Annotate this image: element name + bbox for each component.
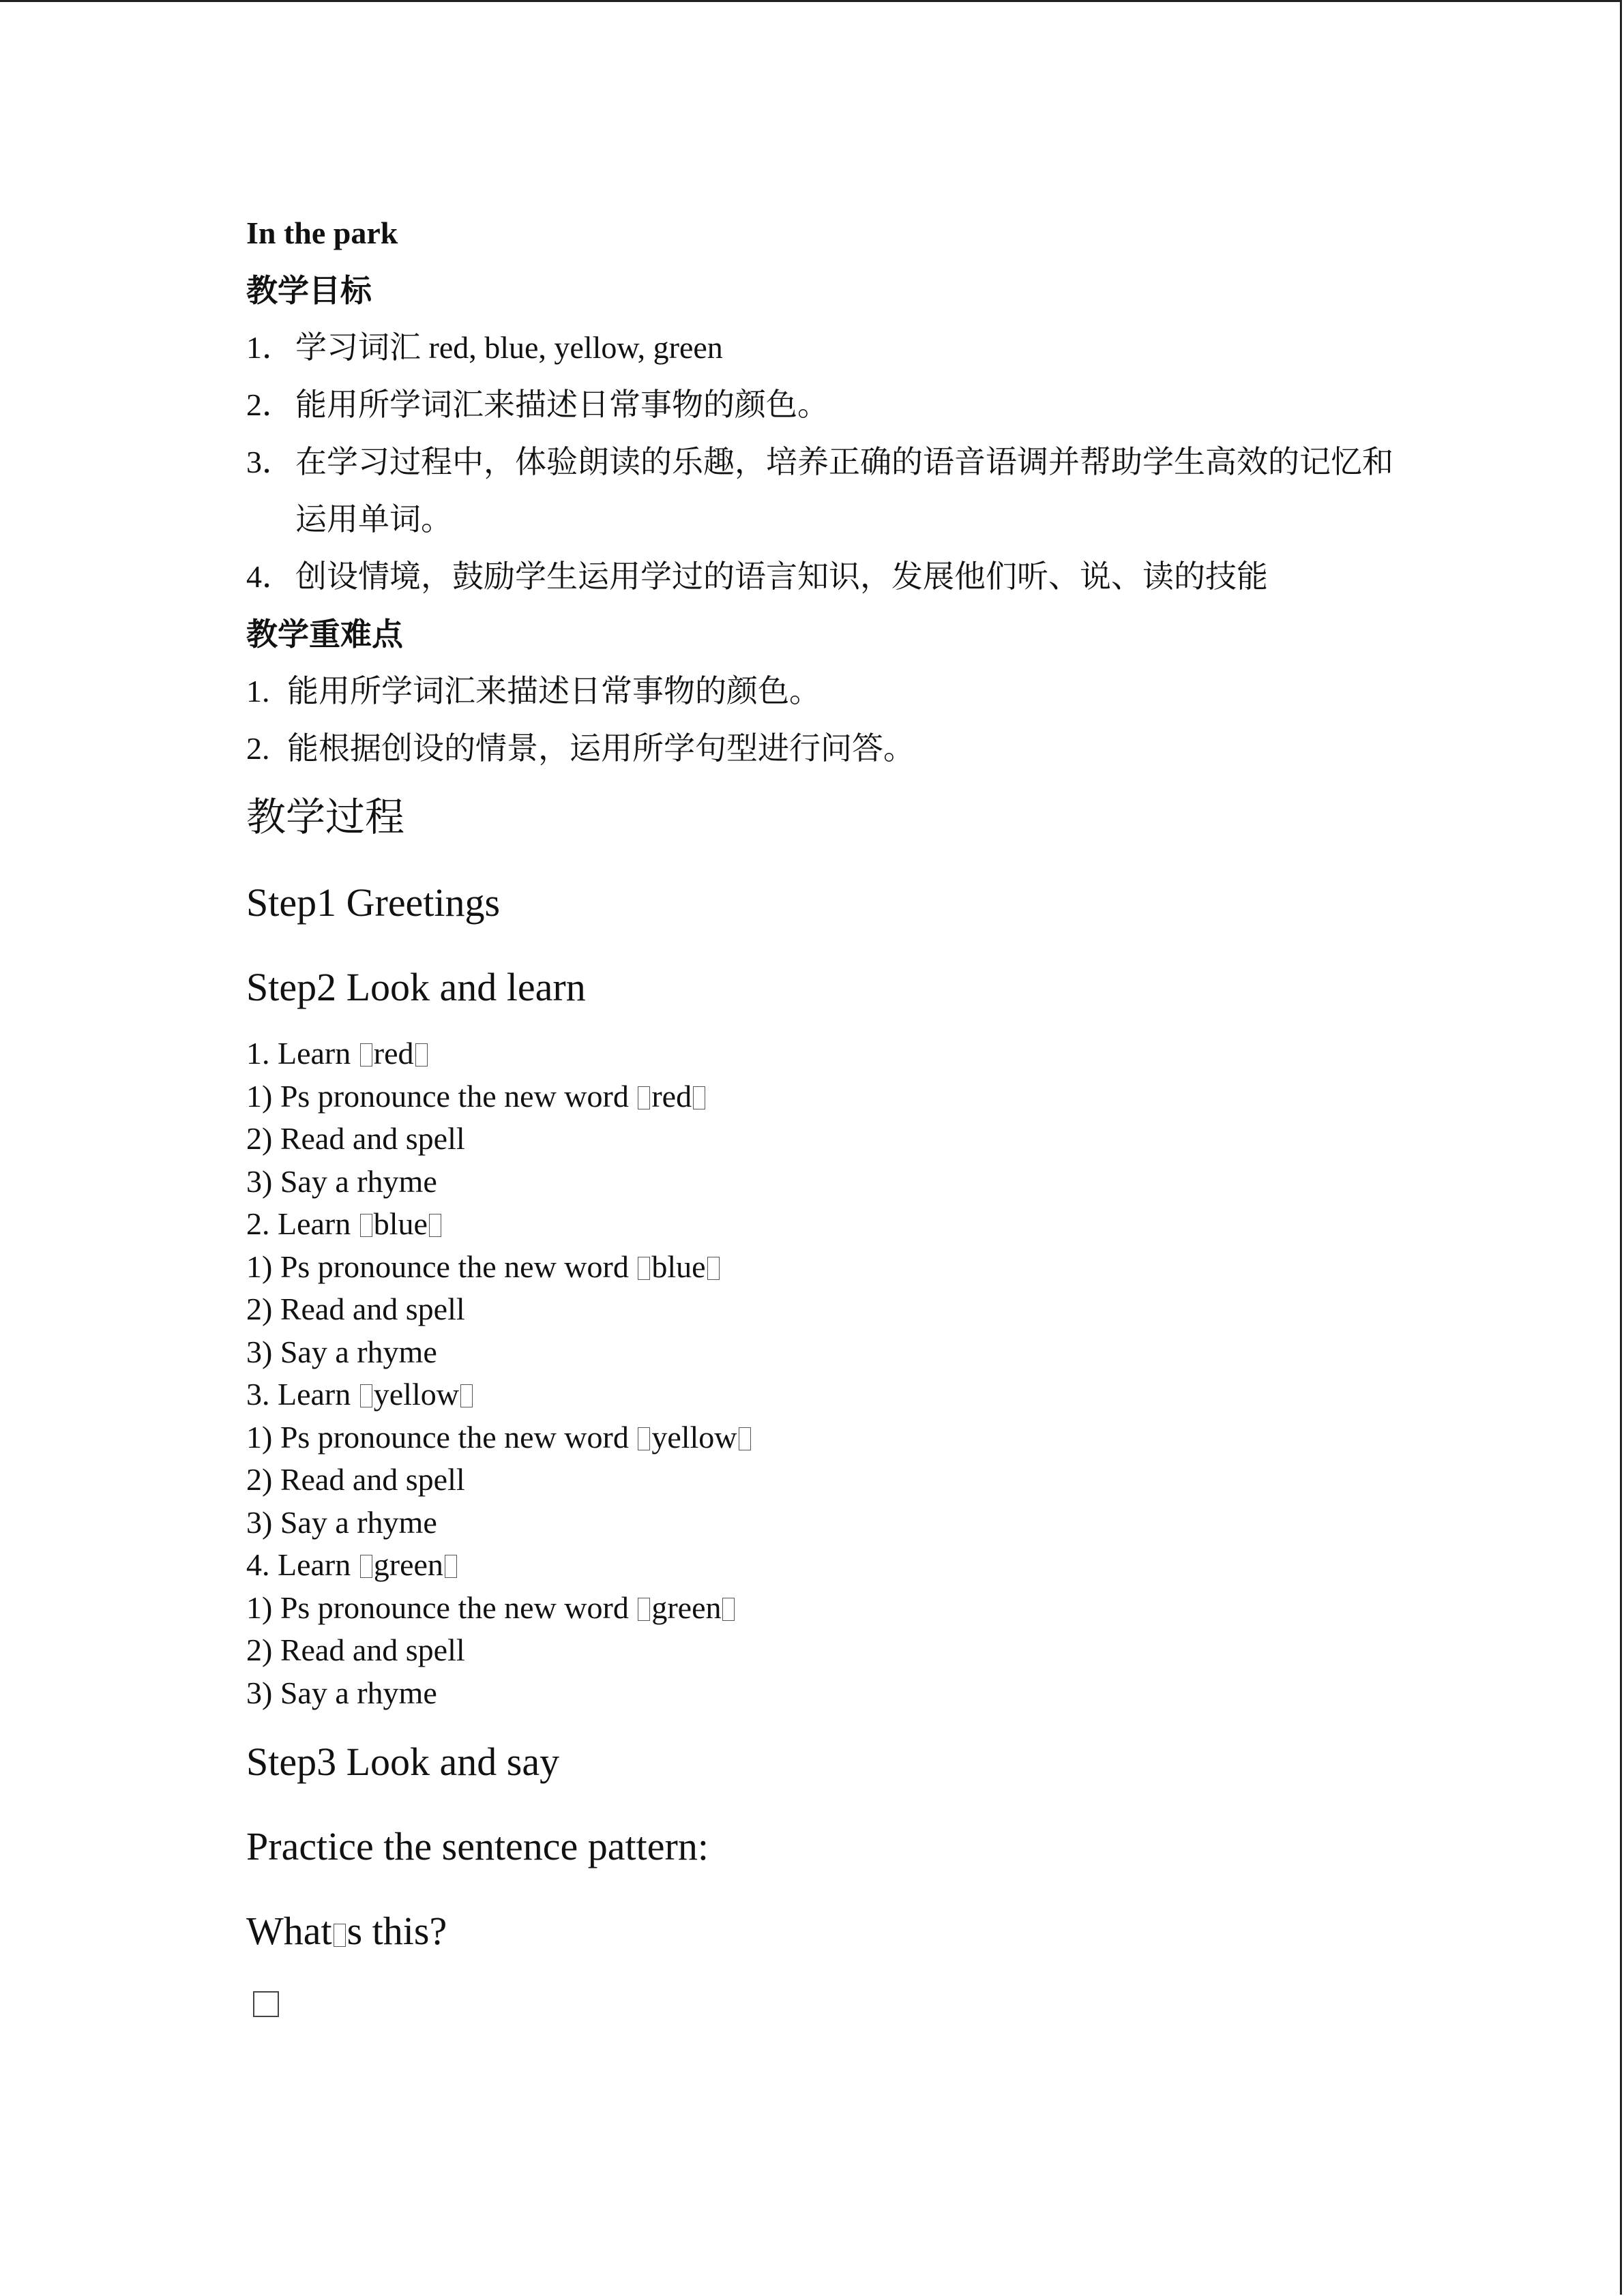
list-item-text: 4. Learn xyxy=(246,1547,359,1582)
objective-item xyxy=(246,319,1406,376)
step2-list-item xyxy=(246,1373,1406,1416)
missing-glyph-icon xyxy=(707,1257,720,1280)
list-item-text: 3) Say a rhyme xyxy=(246,1675,437,1710)
list-item-text: 2) Read and spell xyxy=(246,1462,465,1497)
objectives-heading: 教学目标 xyxy=(246,272,372,309)
key-point-item xyxy=(246,663,1406,720)
missing-glyph-icon xyxy=(415,1043,428,1067)
process-heading: 教学过程 xyxy=(246,794,405,840)
document-title: In the park xyxy=(246,215,398,250)
missing-glyph-icon xyxy=(739,1427,751,1450)
vocab-word: red xyxy=(373,1036,414,1071)
step2-list-item xyxy=(246,1118,1406,1161)
step2-list-item xyxy=(246,1672,1406,1715)
list-item-text: 2) Read and spell xyxy=(246,1121,465,1156)
step2-list-item xyxy=(246,1416,1406,1459)
vocab-word: yellow xyxy=(651,1419,737,1455)
vocab-word: yellow xyxy=(373,1377,459,1412)
step2-list-item xyxy=(246,1544,1406,1587)
objective-number: 4． xyxy=(246,559,293,594)
missing-glyph-icon xyxy=(360,1214,372,1237)
step2-list-item xyxy=(246,1075,1406,1118)
step2-list-item xyxy=(246,1587,1406,1630)
objective-item xyxy=(246,548,1406,606)
step2-list xyxy=(246,1032,1406,1714)
missing-glyph-icon xyxy=(460,1384,473,1407)
step2-list-item xyxy=(246,1246,1406,1289)
step1-heading: Step1 Greetings xyxy=(246,880,501,925)
step2-list-item xyxy=(246,1203,1406,1246)
list-item-text: 2. Learn xyxy=(246,1206,359,1241)
key-points-heading: 教学重难点 xyxy=(246,616,403,653)
objective-number: 2． xyxy=(246,387,293,422)
key-point-text: 能用所学词汇来描述日常事物的颜色。 xyxy=(287,674,821,709)
missing-glyph-icon xyxy=(722,1598,735,1621)
missing-glyph-icon xyxy=(693,1086,705,1109)
key-point-text: 能根据创设的情景，运用所学句型进行问答。 xyxy=(287,731,915,766)
objective-text: 创设情境，鼓励学生运用学过的语言知识，发展他们听、说、读的技能 xyxy=(295,559,1268,594)
vocab-word: blue xyxy=(373,1206,428,1241)
missing-glyph-icon xyxy=(360,1555,372,1578)
missing-glyph-icon xyxy=(360,1043,372,1067)
list-item-text: 2) Read and spell xyxy=(246,1292,465,1326)
vocab-word: green xyxy=(651,1590,722,1625)
objective-number: 3． xyxy=(246,445,293,479)
step3-heading: Step3 Look and say xyxy=(246,1740,560,1784)
objective-item xyxy=(246,434,1406,548)
key-point-number: 1. xyxy=(246,674,270,709)
step2-list-item xyxy=(246,1161,1406,1204)
objective-number: 1． xyxy=(246,330,293,365)
key-point-item xyxy=(246,720,1406,777)
vocab-word: green xyxy=(373,1547,443,1582)
objective-text: 学习词汇 red, blue, yellow, green xyxy=(295,330,723,365)
practice-line: Practice the sentence pattern: xyxy=(246,1824,709,1868)
missing-glyph-icon xyxy=(429,1214,441,1237)
list-item-text: 3) Say a rhyme xyxy=(246,1334,437,1369)
missing-glyph-icon xyxy=(445,1555,457,1578)
step2-list-item xyxy=(246,1459,1406,1502)
list-item-text: 3. Learn xyxy=(246,1377,359,1412)
missing-glyph-icon xyxy=(360,1384,372,1407)
step2-heading: Step2 Look and learn xyxy=(246,965,586,1009)
question-text-end: s this? xyxy=(346,1909,447,1953)
list-item-text: 1) Ps pronounce the new word xyxy=(246,1249,637,1284)
list-item-text: 1) Ps pronounce the new word xyxy=(246,1419,637,1455)
key-point-number: 2. xyxy=(246,731,270,766)
missing-glyph-icon xyxy=(334,1924,346,1947)
vocab-word: red xyxy=(651,1078,692,1114)
step2-list-item xyxy=(246,1032,1406,1075)
placeholder-line xyxy=(246,1991,1406,2032)
objective-text: 能用所学词汇来描述日常事物的颜色。 xyxy=(295,387,829,422)
objective-item xyxy=(246,376,1406,434)
list-item-text: 3) Say a rhyme xyxy=(246,1504,437,1540)
list-item-text: 1) Ps pronounce the new word xyxy=(246,1078,637,1114)
list-item-text: 1. Learn xyxy=(246,1036,359,1071)
question-line xyxy=(246,1904,1406,1958)
question-text-start: What xyxy=(246,1909,332,1953)
vocab-word: blue xyxy=(651,1249,706,1284)
step2-list-item xyxy=(246,1502,1406,1545)
list-item-text: 1) Ps pronounce the new word xyxy=(246,1590,637,1625)
missing-glyph-icon xyxy=(638,1427,650,1450)
step2-list-item xyxy=(246,1331,1406,1374)
missing-glyph-icon xyxy=(638,1257,650,1280)
objective-text: 在学习过程中，体验朗读的乐趣，培养正确的语音语调并帮助学生高效的记忆和运用单词。 xyxy=(295,445,1393,537)
missing-glyph-icon xyxy=(253,1991,279,2017)
list-item-text: 3) Say a rhyme xyxy=(246,1163,437,1199)
step2-list-item xyxy=(246,1629,1406,1672)
missing-glyph-icon xyxy=(638,1086,650,1109)
document-body xyxy=(246,205,1406,2032)
list-item-text: 2) Read and spell xyxy=(246,1632,465,1667)
missing-glyph-icon xyxy=(638,1598,650,1621)
step2-list-item xyxy=(246,1288,1406,1331)
